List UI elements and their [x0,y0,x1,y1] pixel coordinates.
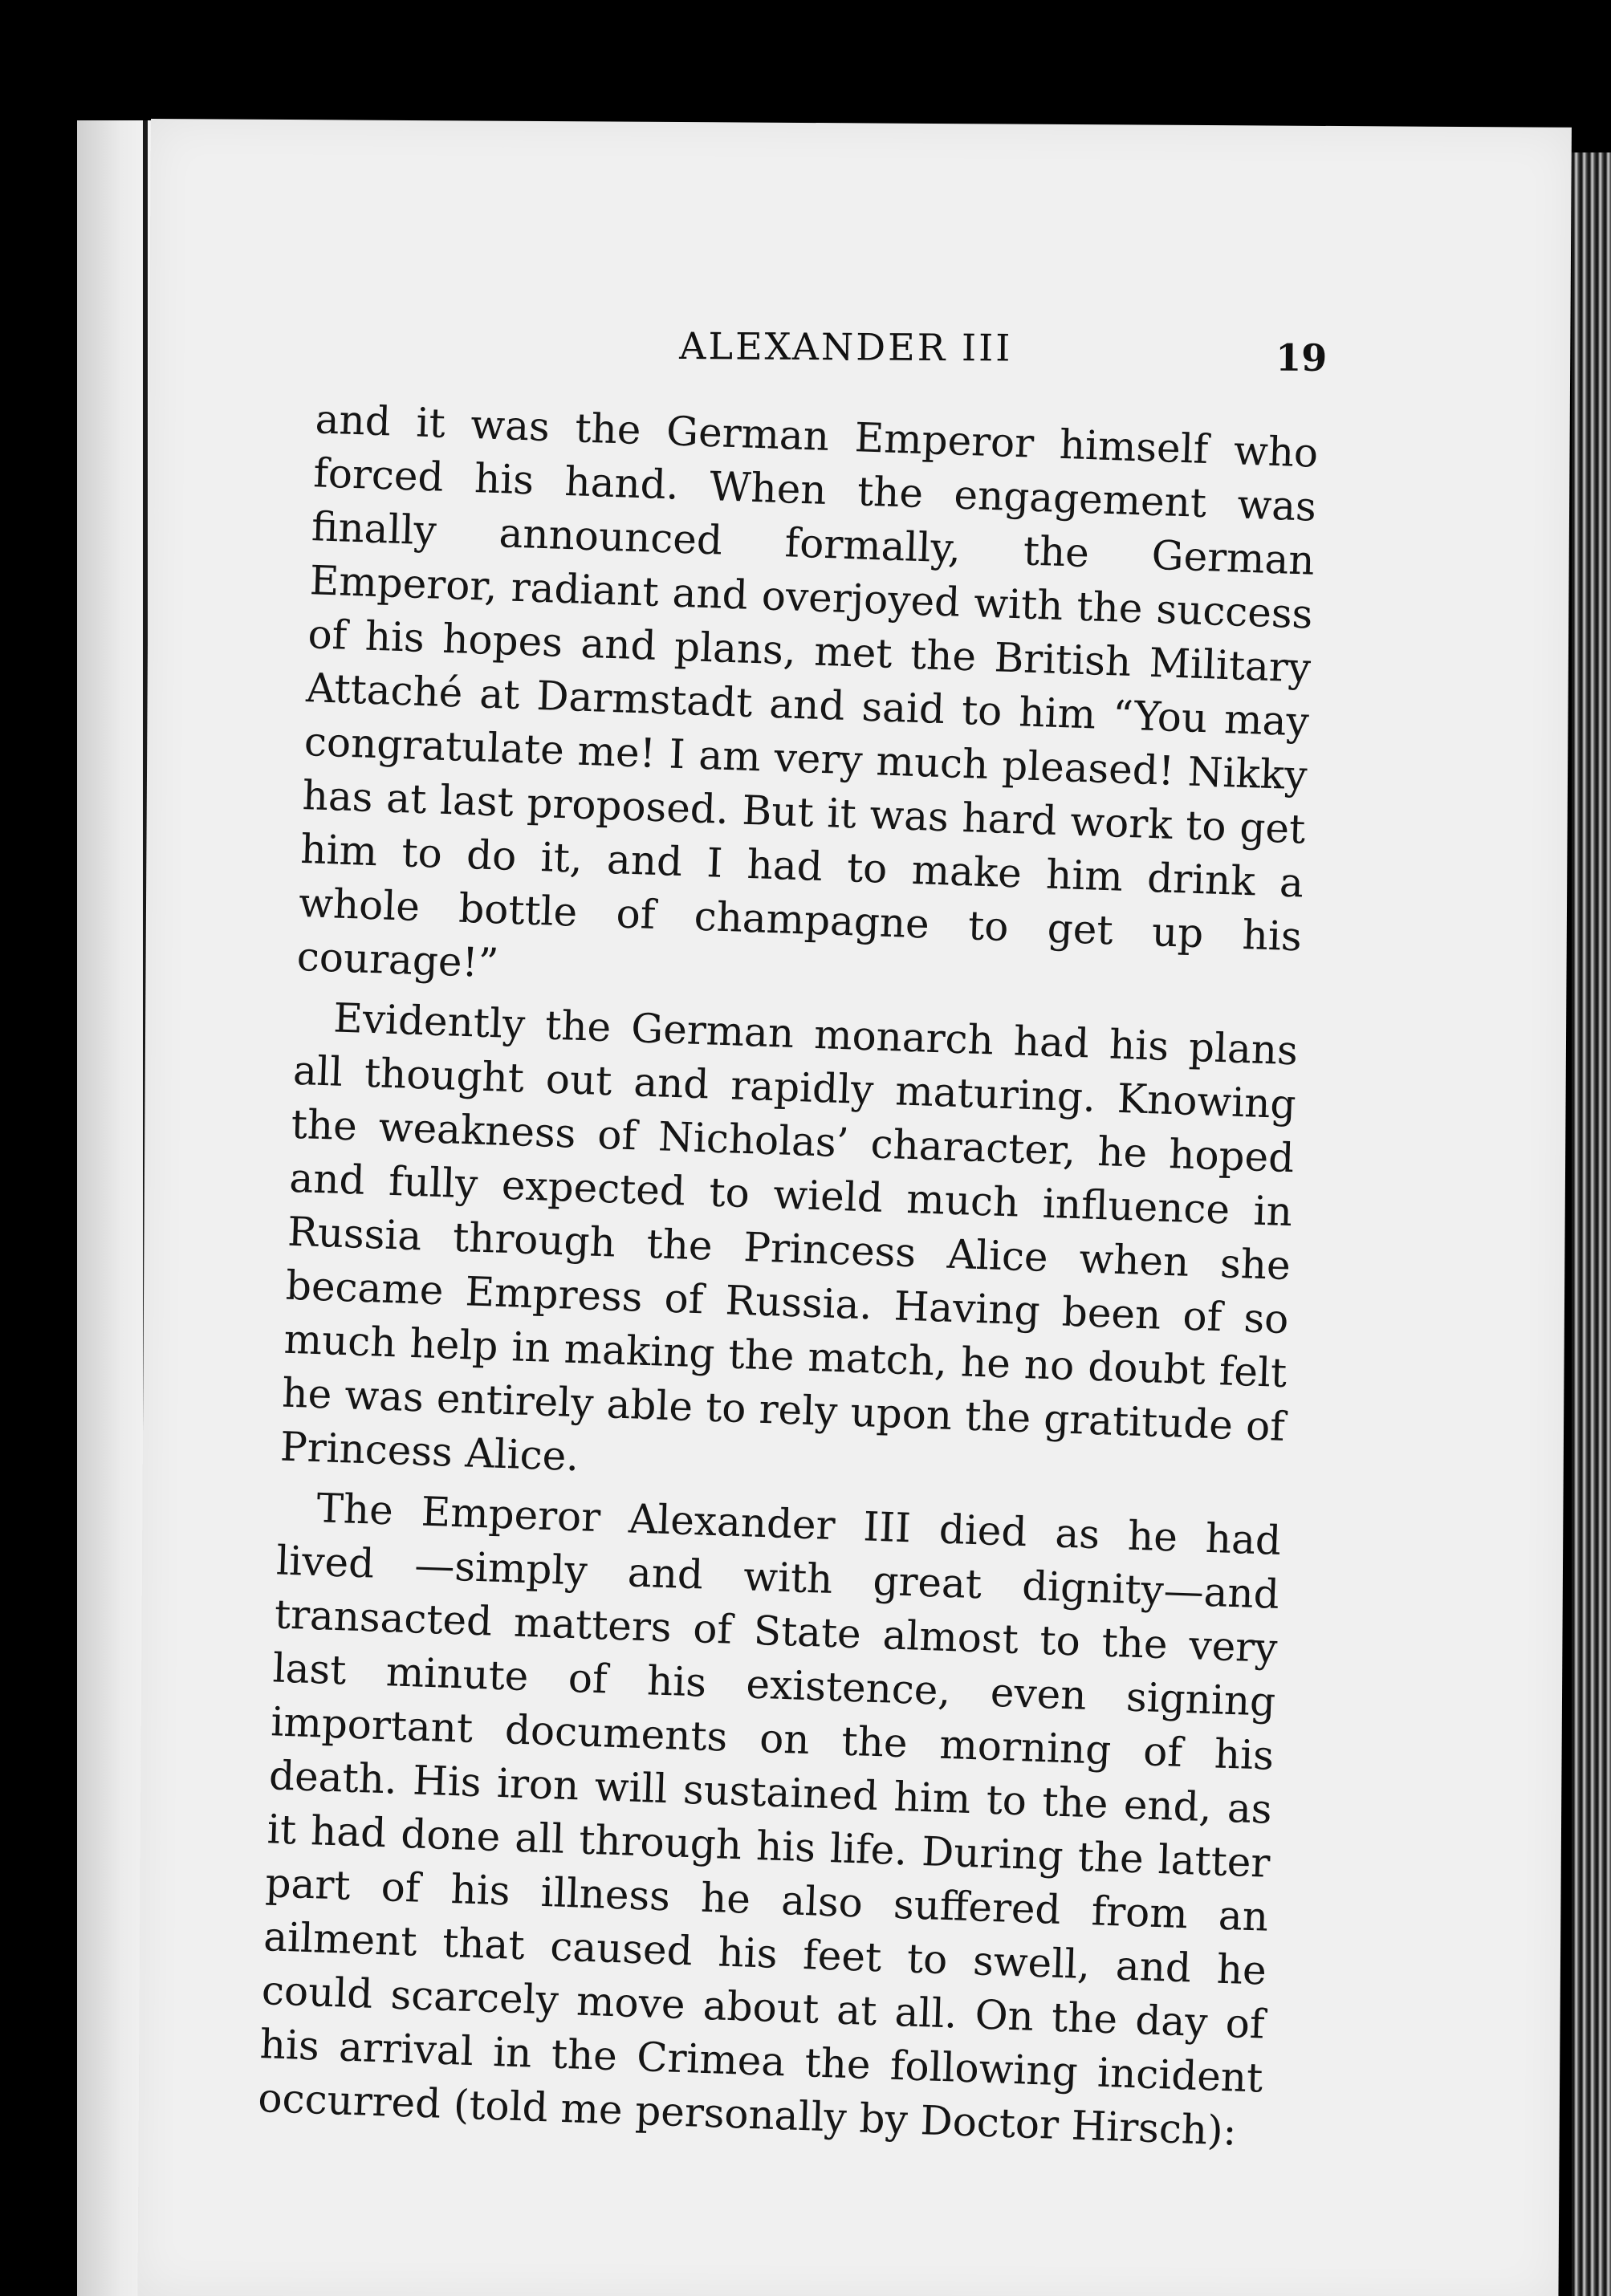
paragraph-2: Evidently the German monarch had his plans all thought out and rapidly maturing. Knowing the weakness of Nicholas’ character, he hoped and fully expected to wield much influence in Russia through the Princess Alice when she became Empress of Russia. Having been of so much help in making the match, he no doubt felt he was entirely able to rely upon the gratitude of Princess Alice. [279,994,1299,1481]
running-head: ALEXANDER III [679,324,1013,370]
paragraph-1: and it was the German Emperor himself who forced his hand. When the engagement was finally announced formally, the German Emperor, radiant and overjoyed with the success of his hopes and plans, met the British Military Attaché at Darmstadt and said to him “You may congratulate me! I am very much pleased! Nikky has at last proposed. But it was hard work to get him to do it, and I had to make him drink a whole bottle of champagne to get up his courage!” [296,396,1320,987]
page-header [149,321,1571,402]
facing-page-edge [0,0,153,2296]
page-number: 19 [1275,335,1328,380]
page-stack-edge [1572,152,1611,2296]
book-page [137,119,1572,2296]
paragraph-3: The Emperor Alexander III died as he had lived —simply and with great dignity—and transacted matters of State almost to the very last minute of his existence, even signing important documents on the morning of his death. His iron will sustained him to the end, as it had done all through his life. During the latter part of his illness he also suffered from an ailment that caused his feet to swell, and he could scarcely move about at all. On the day of his arrival in the Crimea the following incident occurred (told me personally by Doctor Hirsch): [257,1485,1282,2155]
body-text [257,392,1319,2159]
